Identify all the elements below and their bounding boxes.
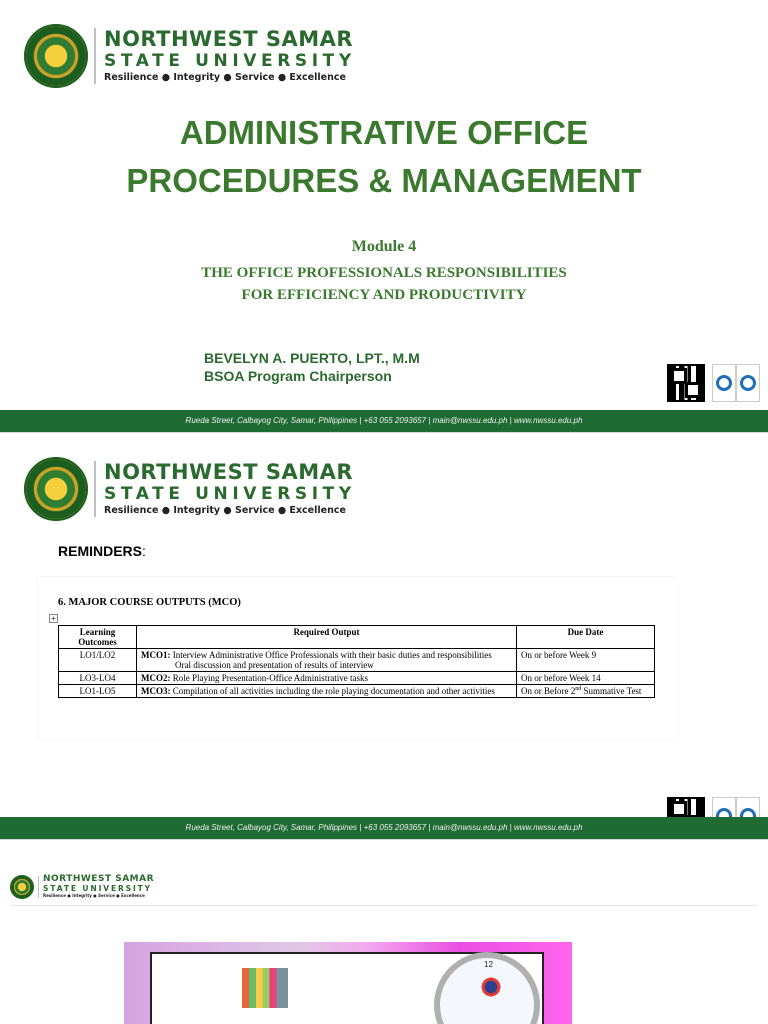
mco-table-image [38,577,678,739]
author-name: BEVELYN A. PUERTO, LPT., M.M [204,350,420,366]
mco-table [58,625,655,698]
qr-code-icon [667,364,705,402]
reminders-heading [58,543,146,559]
author-role: BSOA Program Chairperson [204,368,392,384]
row-due-date: On or before Week 9 [517,649,655,672]
university-header [24,24,356,88]
header-divider [94,28,96,84]
university-wordmark [43,874,154,899]
illustration-image [124,942,572,1024]
university-name-line1: NORTHWEST SAMAR [104,460,354,484]
row-output-text: Role Playing Presentation-Office Administrative tasks [170,673,369,683]
row-output [137,649,517,672]
row-lo: LO1-LO5 [59,685,137,698]
university-seal-logo [24,457,88,521]
university-name-line1: NORTHWEST SAMAR [104,27,354,51]
footer-contact-bar: Rueda Street, Calbayog City, Samar, Philippines | +63 055 2093657 | main@nwssu.edu.ph | www.nwssu.edu.ph [0,410,768,432]
table-row [59,649,655,672]
university-motto: Resilience ● Integrity ● Service ● Excellence [104,505,346,516]
row-output-text: Interview Administrative Office Professionals with their basic duties and responsibilities [170,650,492,660]
table-move-handle-icon[interactable]: + [49,614,58,623]
certification-badge-icon [736,364,760,402]
clock-figure-icon [480,976,502,998]
row-output-line2: Oral discussion and presentation of results of interview [175,660,374,670]
row-mco-code: MCO1: [141,650,171,660]
certification-badge-icon [712,364,736,402]
row-output [137,685,517,698]
row-due-date: On or before Week 14 [517,672,655,685]
header-divider [94,461,96,517]
university-name-line2: STATE UNIVERSITY [104,51,356,71]
header-divider [38,876,39,898]
row-due-date [517,685,655,698]
slide-title [0,0,768,432]
due-superscript: nd [575,686,582,692]
due-prefix: On or Before 2 [521,686,576,696]
row-mco-code: MCO2: [141,673,171,683]
course-title-line2: PROCEDURES & MANAGEMENT [126,162,642,199]
row-lo: LO1/LO2 [59,649,137,672]
slide-reminders [0,433,768,839]
header-due-date: Due Date [517,626,655,649]
header-rule [10,905,758,906]
row-lo: LO3-LO4 [59,672,137,685]
illustration-panel [150,952,544,1024]
university-header-small [10,874,154,899]
footer-contact-bar: Rueda Street, Calbayog City, Samar, Philippines | +63 055 2093657 | main@nwssu.edu.ph | www.nwssu.edu.ph [0,817,768,839]
course-title-line1: ADMINISTRATIVE OFFICE [179,114,589,151]
university-seal-logo [24,24,88,88]
mco-heading: 6. MAJOR COURSE OUTPUTS (MCO) [58,597,241,608]
clock-icon [434,952,540,1024]
module-subtitle-line2: FOR EFFICIENCY AND PRODUCTIVITY [241,287,527,303]
university-header [24,457,356,521]
university-seal-logo [10,875,34,899]
header-learning-outcomes: Learning Outcomes [59,626,137,649]
slide-time-management [0,840,768,1024]
office-building-icon [242,968,288,1008]
row-output-text: Compilation of all activities including the role playing documentation and other activities [170,686,495,696]
clock-number: 12 [484,960,493,969]
university-wordmark [104,460,356,518]
university-motto: Resilience ● Integrity ● Service ● Excellence [43,893,145,898]
university-name-line1: NORTHWEST SAMAR [43,874,155,884]
reminders-colon: : [142,543,146,559]
table-row [59,685,655,698]
header-required-output: Required Output [137,626,517,649]
university-name-line2: STATE UNIVERSITY [104,484,356,504]
university-name-line2: STATE UNIVERSITY [43,884,153,893]
reminders-label: REMINDERS [58,543,143,559]
university-motto: Resilience ● Integrity ● Service ● Excellence [104,72,346,83]
university-wordmark [104,27,356,85]
table-header-row [59,626,655,649]
module-subtitle-line1: THE OFFICE PROFESSIONALS RESPONSIBILITIES [201,265,567,281]
module-label: Module 4 [351,238,417,255]
due-suffix: Summative Test [581,686,642,696]
row-mco-code: MCO3: [141,686,171,696]
row-output [137,672,517,685]
table-row [59,672,655,685]
